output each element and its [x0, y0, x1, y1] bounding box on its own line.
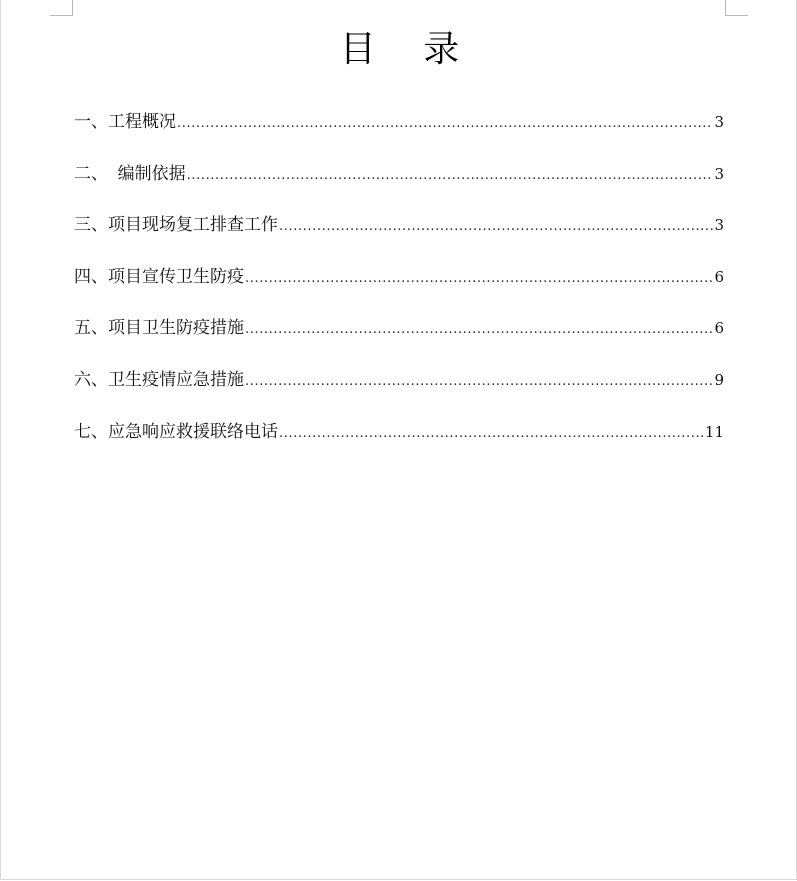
toc-page-number: 3	[714, 113, 724, 131]
toc-page-number: 11	[704, 422, 724, 441]
toc-entry-7[interactable]	[74, 420, 724, 472]
toc-entry-3[interactable]	[74, 213, 724, 265]
toc-entry-title: 项目卫生防疫措施	[108, 318, 244, 339]
toc-entry-6[interactable]	[74, 368, 724, 420]
toc-page-number: 6	[714, 319, 724, 338]
toc-entry-4[interactable]	[74, 265, 724, 317]
toc-entry-2[interactable]	[74, 162, 724, 214]
toc-dot-leader	[245, 267, 713, 291]
toc-entry-number: 一、	[74, 112, 108, 132]
toc-dot-leader	[245, 370, 713, 394]
toc-entry-number: 六、	[74, 369, 108, 390]
toc-list	[74, 110, 724, 471]
toc-dot-leader	[279, 215, 713, 239]
toc-entry-1[interactable]	[74, 110, 724, 162]
toc-page-number: 3	[714, 216, 724, 235]
toc-dot-leader	[245, 318, 713, 342]
toc-entry-title: 应急响应救援联络电话	[108, 421, 278, 442]
toc-entry-number: 四、	[74, 266, 108, 287]
toc-dot-leader	[177, 112, 713, 136]
toc-page-number: 9	[714, 370, 724, 389]
top-left-margin-marker	[50, 0, 73, 16]
toc-entry-title: 卫生疫情应急措施	[108, 369, 244, 390]
toc-page-number: 6	[714, 267, 724, 286]
top-right-margin-marker	[725, 0, 748, 16]
toc-entry-title: 工程概况	[108, 112, 176, 132]
toc-dot-leader	[187, 164, 714, 188]
toc-entry-number: 七、	[74, 421, 108, 442]
toc-page-number: 3	[714, 164, 724, 183]
toc-entry-title: 编制依据	[117, 163, 186, 184]
toc-entry-title: 项目宣传卫生防疫	[108, 266, 244, 287]
toc-dot-leader	[279, 422, 704, 446]
toc-entry-number: 五、	[74, 318, 108, 339]
toc-entry-title: 项目现场复工排查工作	[108, 215, 278, 236]
toc-entry-5[interactable]	[74, 316, 724, 368]
toc-entry-number: 二、	[74, 163, 108, 184]
toc-title: 目 录	[339, 29, 478, 70]
toc-entry-number: 三、	[74, 215, 108, 236]
